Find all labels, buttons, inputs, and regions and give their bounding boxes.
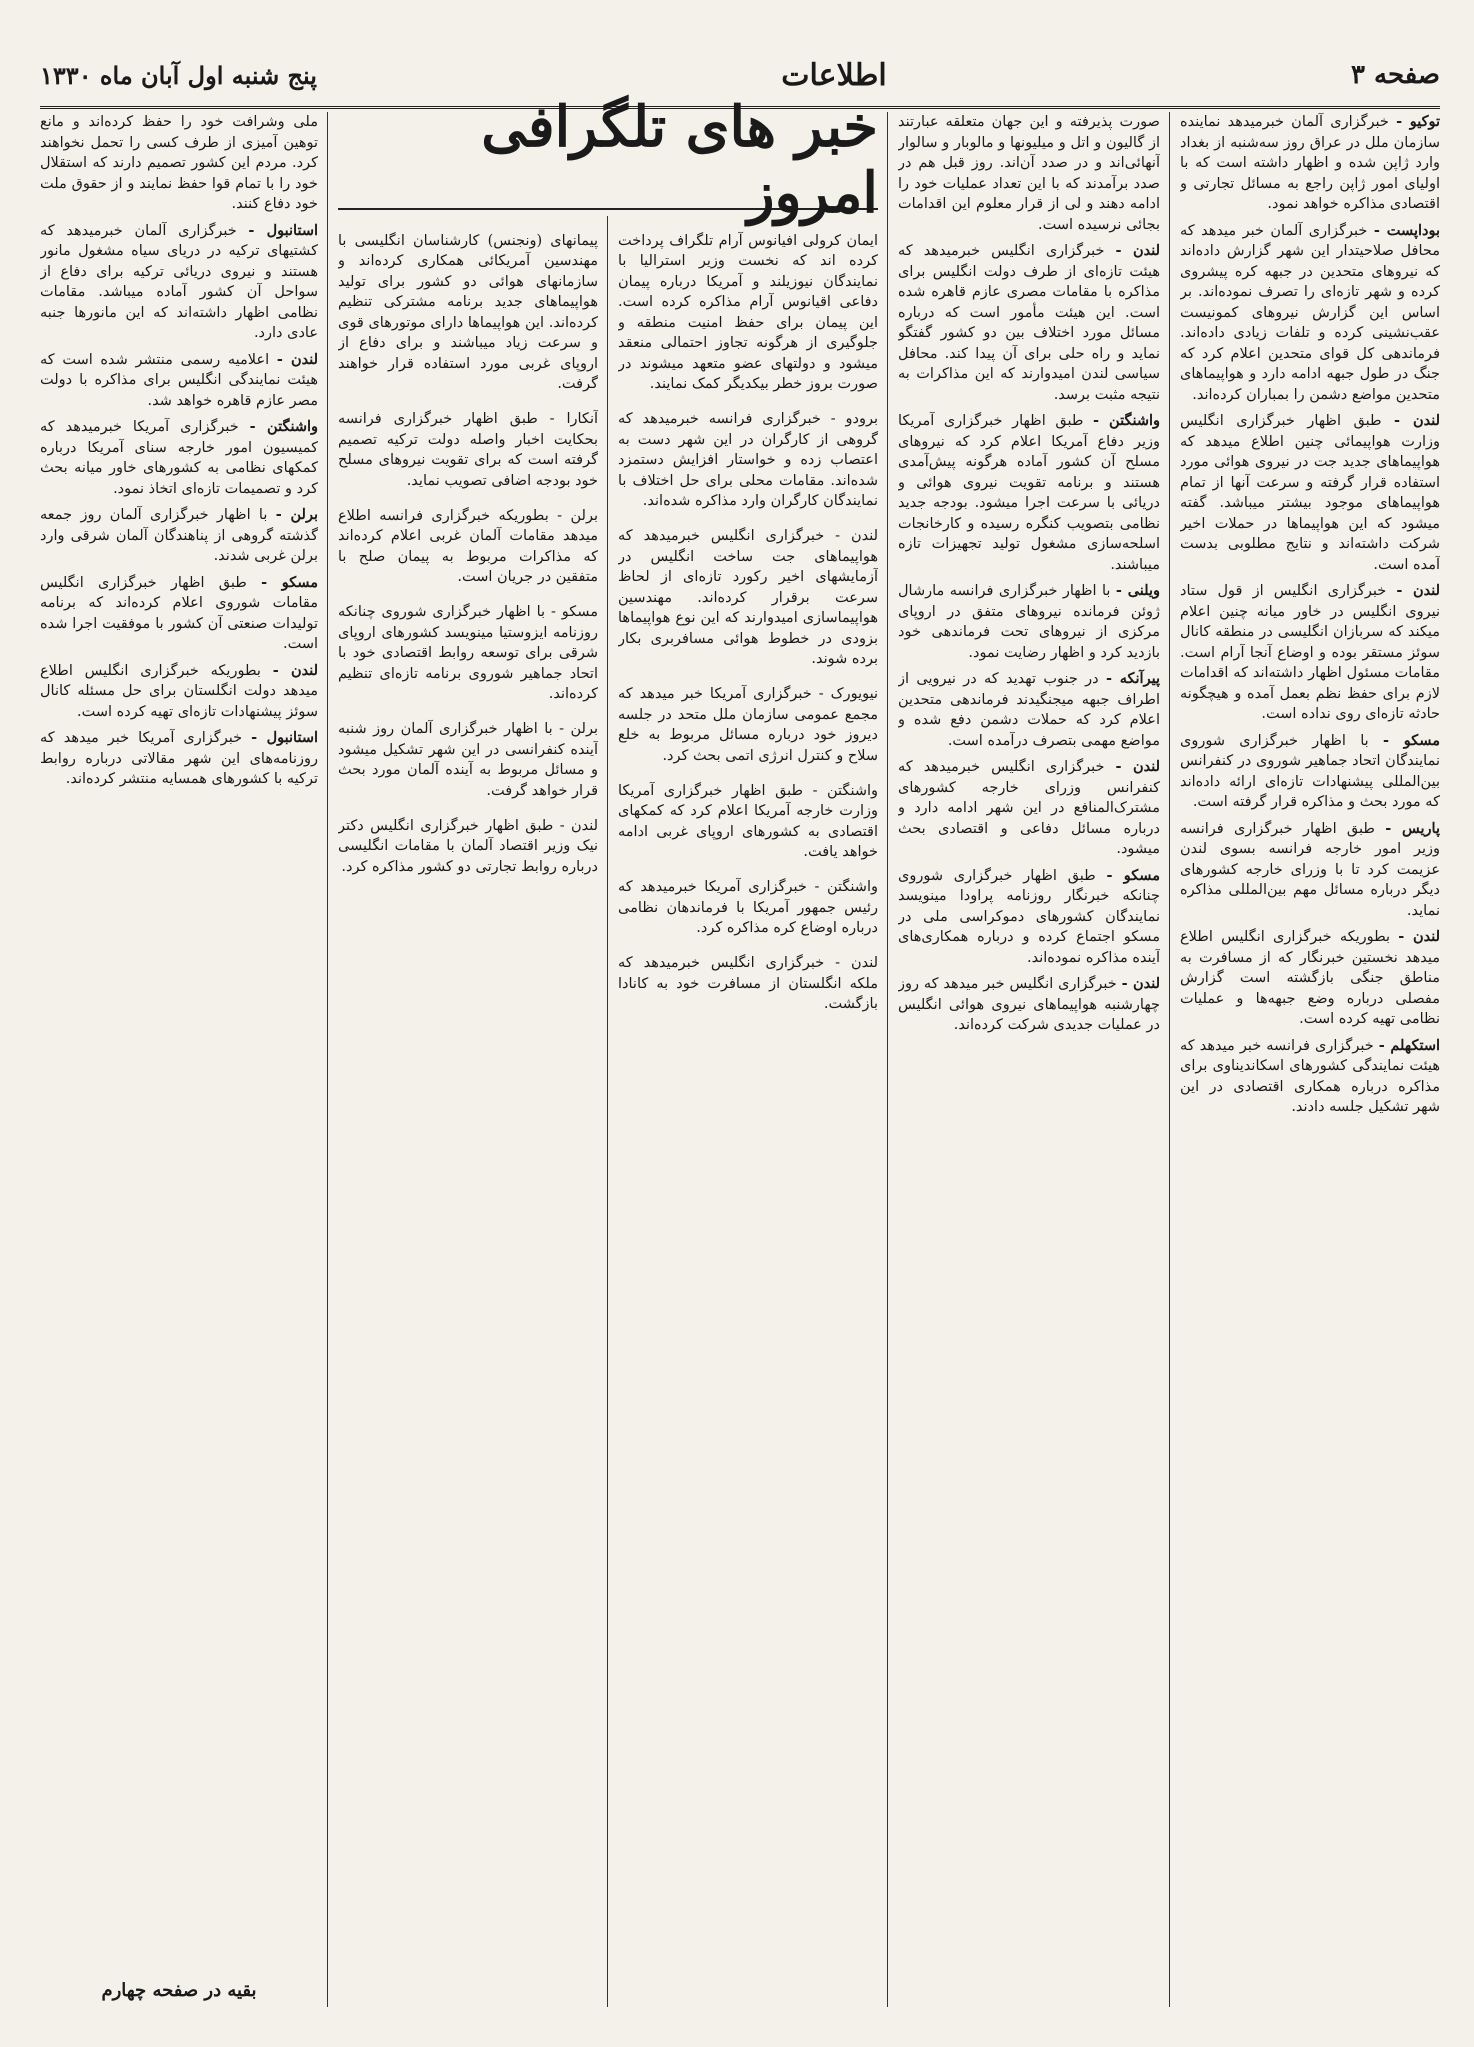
news-item xyxy=(1180,731,1440,813)
news-text: با اظهار خبرگزاری آلمان روز شنبه آینده کنفرانسی در این شهر تشکیل میشود و مسائل مربوط به آینده آلمان مورد بحث قرار خواهد گرفت. xyxy=(338,721,598,799)
continued-note: بقیه در صفحه چهارم xyxy=(101,1980,257,2001)
news-text: خبرگزاری آلمان خبر میدهد که محافل صلاحیتدار این شهر گزارش داده‌اند که نیروهای متحدین در جبهه کره پیشروی کرده و شهر تازه‌ای را تصرف نموده‌اند. بر اساس این گزارش نیروهای کمونیست عقب‌نشینی کرده و تلفات زیادی داده‌اند. فرماندهی کل قوای متحدین اعلام کرد که جنگ در طول جبهه ادامه دارد و هواپیماهای متحدین مواضع دشمن را بمباران کرده‌اند. xyxy=(1180,222,1440,403)
news-item xyxy=(338,719,598,801)
column-rule xyxy=(887,112,888,2007)
news-text: صورت پذیرفته و این جهان متعلقه عبارتند از گالیون و اتل و میلیونها و مالوبار و سالوار آنهائی‌اند و در صدد آن‌اند. روز قبل هم در صدد برآمدند که با این تعداد عملیات خود را ادامه دهند و لی از قرار معلوم این اقدامات بجائی نرسیده است. xyxy=(898,114,1160,233)
news-text: طبق اظهار خبرگزاری انگلیس دکتر نیک وزیر اقتصاد آلمان با مقامات انگلیسی درباره روابط تجارتی دو کشور مذاکره کرد. xyxy=(338,817,598,875)
news-item xyxy=(338,506,598,588)
news-text: بطوریکه خبرگزاری انگلیس اطلاع میدهد دولت انگلستان برای حل مسئله کانال سوئز پیشنهادات تازه‌ای تهیه کرده است. xyxy=(40,662,318,720)
news-item xyxy=(40,221,318,344)
news-item xyxy=(40,728,318,790)
column-3 xyxy=(618,216,878,2007)
news-dateline: برلن - xyxy=(559,721,598,737)
news-item xyxy=(40,350,318,412)
news-dateline: واشنگتن - xyxy=(1092,412,1160,429)
news-item xyxy=(1180,927,1440,1030)
news-item xyxy=(338,231,598,395)
news-text: خبرگزاری آمریکا خبر میدهد که مجمع عمومی سازمان ملل متحد در جلسه دیروز خود درباره مسائل مربوط به خلع سلاح و کنترل انرژی اتمی بحث کرد. xyxy=(618,686,878,764)
news-text: ملی وشرافت خود را حفظ کرده‌اند و مانع توهین آمیزی از طرف کسی را تحمل نخواهند کرد. مردم این کشور تصمیم دارند که استقلال خود را با تمام قوا حفظ نمایند و از حقوق ملت خود دفاع کنند. xyxy=(40,114,318,212)
news-item xyxy=(338,816,598,878)
news-dateline: توکیو - xyxy=(1396,113,1440,130)
news-item xyxy=(40,573,318,655)
news-text: بطوریکه خبرگزاری فرانسه اطلاع میدهد مقامات آلمان غربی اعلام کرده‌اند که مذاکرات مربوط به پیمان صلح با متفقین در جریان است. xyxy=(338,507,598,585)
news-text: خبرگزاری فرانسه خبر میدهد که هیئت نمایندگی کشورهای اسکاندیناوی برای مذاکره درباره همکاری اقتصادی در این شهر تشکیل جلسه دادند. xyxy=(1180,1037,1440,1115)
news-dateline: برلن - xyxy=(275,506,318,523)
column-4 xyxy=(338,216,598,2007)
news-dateline: واشنگتن - xyxy=(814,879,878,895)
column-2 xyxy=(898,112,1160,2007)
news-item xyxy=(1180,411,1440,575)
news-dateline: لندن - xyxy=(835,955,878,971)
news-item xyxy=(898,241,1160,405)
news-item xyxy=(1180,1036,1440,1118)
news-dateline: لندن - xyxy=(835,528,878,544)
news-dateline: برلن - xyxy=(557,507,598,524)
news-dateline: لندن - xyxy=(276,350,318,368)
news-text: طبق اظهار خبرگزاری فرانسه وزیر امور خارجه فرانسه بسوی لندن عزیمت کرد تا با وزرای خارجه کشورهای دیگر درباره مسائل مهم بین‌المللی مذاکره نماید. xyxy=(1180,820,1440,919)
news-item xyxy=(40,417,318,499)
news-dateline: بوداپست - xyxy=(1373,221,1440,239)
news-dateline: لندن - xyxy=(1121,975,1160,992)
news-item xyxy=(898,866,1160,969)
news-text: با اظهار خبرگزاری شوروی نمایندگان اتحاد جماهیر شوروی در کنفرانس بین‌المللی پیشنهادات تازه‌ای ارائه داده‌اند که مورد بحث و مذاکره قرار گرفته است. xyxy=(1180,732,1440,810)
news-item xyxy=(40,505,318,567)
news-dateline: نیویورک - xyxy=(818,686,878,702)
news-dateline: لندن - xyxy=(1398,928,1440,945)
news-text: خبرگزاری فرانسه خبرمیدهد که گروهی از کارگران در این شهر دست به اعتصاب زده و خواستار افزایش دستمزد شده‌اند. مقامات محلی برای حل اختلاف با نمایندگان کارگران وارد مذاکره شده‌اند. xyxy=(618,411,878,509)
newspaper-name: اطلاعات xyxy=(781,57,887,93)
news-dateline: واشنگتن - xyxy=(812,782,878,799)
news-text: خبرگزاری آمریکا خبرمیدهد که رئیس جمهور آمریکا با فرماندهان نظامی درباره اوضاع کره مذاکره کرد. xyxy=(618,879,878,936)
columns-area xyxy=(40,94,1440,2007)
news-text: در جنوب تهدید که در نیرویی از اطراف جبهه میجنگیدند فرماندهی متحدین اعلام کرد که حملات دشمن دفع شده و مواضع مهمی بتصرف درآمده است. xyxy=(898,671,1160,749)
column-1 xyxy=(1180,112,1440,2007)
news-item xyxy=(338,602,598,705)
news-item xyxy=(898,669,1160,751)
news-item xyxy=(898,974,1160,1036)
news-dateline: استانبول - xyxy=(248,221,318,239)
news-text: خبرگزاری انگلیس خبرمیدهد که کنفرانس وزرای خارجه کشورهای مشترک‌المنافع در این شهر ادامه دارد و درباره مسائل دفاعی و اقتصادی بحث میشود. xyxy=(898,759,1160,857)
news-text: ایمان کرولی افیانوس آرام تلگراف پرداخت کرده اند که نخست وزیر استرالیا با نمایندگان نیوزیلند و آمریکا درباره پیمان دفاعی اقیانوس آرام مذاکره کرده است. این پیمان برای حفظ امنیت منطقه و جلوگیری از هرگونه تجاوز احتمالی منعقد میشود و دولتهای عضو متعهد میشوند در صورت بروز خطر بیکدیگر کمک نمایند. xyxy=(618,232,878,392)
news-dateline: لندن - xyxy=(272,661,318,679)
issue-date: پنج شنبه اول آبان ماه ۱۳۳۰ xyxy=(40,60,317,90)
news-item xyxy=(618,953,878,1015)
news-text: خبرگزاری آلمان خبرمیدهد که کشتیهای ترکیه در دریای سیاه مشغول مانور هستند و نیروی دریائی ترکیه برای دفاع از سواحل آن کشور آماده میباشد. مقامات نظامی اظهار داشته‌اند که این مانورها جنبه عادی دارد. xyxy=(40,222,318,341)
column-rule xyxy=(607,216,608,2007)
news-dateline: مسکو - xyxy=(261,573,318,591)
news-text: طبق اظهار خبرگزاری انگلیس وزارت هواپیمائی چنین اطلاع میدهد که هواپیماهای جدید جت در نیروی هوائی مورد استفاده قرار گرفته و سرعت آنها از تمام هواپیماهای موجود بیشتر میباشد. گفته میشود که این هواپیماها در حملات اخیر شرکت داشته‌اند و نتایج مطلوبی بدست آمده است. xyxy=(1180,413,1440,573)
news-dateline: واشنگتن - xyxy=(249,418,318,435)
news-dateline: استانبول - xyxy=(251,729,318,746)
news-item xyxy=(1180,112,1440,215)
news-item xyxy=(1180,221,1440,406)
news-text: با اظهار خبرگزاری شوروی چنانکه روزنامه ایزوستیا مینویسد کشورهای اروپای شرقی برای توسعه روابط اقتصادی خود با اتحاد جماهیر شوروی برنامه تازه‌ای تنظیم کرده‌اند. xyxy=(338,604,598,702)
news-dateline: مسکو - xyxy=(1383,731,1440,749)
news-item xyxy=(40,661,318,723)
news-dateline: آنکارا - xyxy=(549,411,598,427)
news-dateline: مسکو - xyxy=(550,604,598,620)
news-text: خبرگزاری انگلیس از قول ستاد نیروی انگلیس در خاور میانه چنین اعلام میکند که سربازان انگلیسی در منطقه کانال سوئز مستقر بوده و اوضاع آنجا آرام است. مقامات مسئول اظهار داشته‌اند که اقدامات لازم برای حفظ نظم بعمل آمده و هیچگونه حادثه تازه‌ای روی نداده است. xyxy=(1180,583,1440,722)
news-item xyxy=(618,781,878,863)
news-text: طبق اظهار خبرگزاری فرانسه بحکایت اخبار واصله دولت ترکیه تصمیم گرفته است که برای تقویت نیروهای مسلح خود بودجه اضافی تصویب نماید. xyxy=(338,411,598,489)
news-text: خبرگزاری انگلیس خبرمیدهد که هیئت تازه‌ای از طرف دولت انگلیس برای مذاکره با مقامات مصری عازم قاهره شده است. این هیئت مأمور است که درباره مسائل مورد اختلاف بین دو کشور گفتگو نماید و راه حلی برای آن پیدا کند. محافل سیاسی لندن امیدوارند که این مذاکرات به نتیجه مثبت برسد. xyxy=(898,243,1160,403)
news-text: خبرگزاری انگلیس خبرمیدهد که هواپیماهای جت ساخت انگلیس در آزمایشهای اخیر رکورد تازه‌ای از لحاظ سرعت برقرار کرده‌اند. مهندسین هواپیماسازی امیدوارند که این نوع هواپیماها بزودی در خطوط هوائی مسافربری بکار برده شوند. xyxy=(618,528,878,667)
news-dateline: لندن - xyxy=(559,817,598,834)
news-dateline: لندن - xyxy=(1396,582,1440,599)
news-dateline: لندن - xyxy=(1115,242,1160,259)
news-item xyxy=(898,757,1160,860)
news-text: با اظهار خبرگزاری آلمان روز جمعه گذشته گروهی از پناهندگان آلمان شرقی وارد برلن غربی شدند. xyxy=(40,507,318,564)
news-text: طبق اظهار خبرگزاری آمریکا وزارت خارجه آمریکا اعلام کرد که کمکهای اقتصادی به کشورهای اروپای غربی ادامه خواهد یافت. xyxy=(618,782,878,860)
news-item xyxy=(898,581,1160,663)
news-item xyxy=(1180,581,1440,725)
news-dateline: لندن - xyxy=(1394,412,1440,429)
headline-banner: خبر های تلگرافی امروز xyxy=(338,112,878,210)
news-dateline: برودو - xyxy=(830,411,878,427)
news-text: بطوریکه خبرگزاری انگلیس اطلاع میدهد نخستین خبرنگار که از مسافرت به مناطق جنگی بازگشته است گزارش مفصلی درباره وضع جبهه‌ها و عملیات نظامی تهیه کرده است. xyxy=(1180,929,1440,1027)
news-item xyxy=(618,231,878,395)
news-text: با اظهار خبرگزاری فرانسه مارشال ژوئن فرمانده نیروهای متفق در اروپای مرکزی از نیروهای تحت فرماندهی خود بازدید کرد و اظهار رضایت نمود. xyxy=(898,583,1160,661)
news-dateline: لندن - xyxy=(1115,758,1160,775)
news-text: طبق اظهار خبرگزاری آمریکا وزیر دفاع آمریکا اعلام کرد که نیروهای مسلح آن کشور آماده هرگونه پیش‌آمدی هستند و برنامه تقویت نیروی هوائی و دریائی با سرعت اجرا میشود. بودجه جدید نظامی بتصویب کنگره رسیده و کارخانجات اسلحه‌سازی مشغول تولید تجهیزات تازه میباشند. xyxy=(898,413,1160,573)
news-item xyxy=(618,526,878,670)
news-text: خبرگزاری آمریکا خبر میدهد که روزنامه‌های این شهر مقالاتی درباره روابط ترکیه با کشورهای همسایه منتشر کرده‌اند. xyxy=(40,730,318,787)
news-text: خبرگزاری انگلیس خبر میدهد که روز چهارشنبه هواپیماهای نیروی هوائی انگلیس در عملیات جدیدی شرکت کرده‌اند. xyxy=(898,976,1160,1033)
column-5 xyxy=(40,112,318,1973)
news-dateline: استکهلم - xyxy=(1378,1036,1440,1054)
news-item xyxy=(898,411,1160,575)
news-item xyxy=(1180,819,1440,922)
news-text: اعلامیه رسمی منتشر شده است که هیئت نمایندگی انگلیس برای مذاکره با دولت مصر عازم قاهره خواهد شد. xyxy=(40,351,318,409)
news-item xyxy=(338,409,598,491)
news-item xyxy=(618,877,878,939)
news-item xyxy=(618,409,878,512)
news-dateline: پیرآنکه - xyxy=(1105,670,1160,687)
news-text: پیمانهای (ونجنس) کارشناسان انگلیسی با مهندسین آمریکائی همکاری کرده‌اند و سازمانهای هوائی دو کشور برای تولید هواپیماهای جدید برنامه مشترکی تنظیم کرده‌اند. این هواپیماها دارای موتورهای قوی و سرعت زیاد میباشند و برای دفاع از اروپای غربی مورد استفاده قرار خواهند گرفت. xyxy=(338,232,598,392)
news-text: طبق اظهار خبرگزاری شوروی چنانکه خبرنگار روزنامه پراودا مینویسد نمایندگان کشورهای دموکراسی ملی در مسکو اجتماع کرده و درباره همکاری‌های آینده مذاکره نموده‌اند. xyxy=(898,867,1160,966)
page-number: صفحه ۳ xyxy=(1351,60,1440,90)
news-item xyxy=(40,112,318,215)
news-text: خبرگزاری انگلیس خبرمیدهد که ملکه انگلستان از مسافرت خود به کانادا بازگشت. xyxy=(618,955,878,1012)
news-item xyxy=(618,684,878,766)
news-text: طبق اظهار خبرگزاری انگلیس مقامات شوروی اعلام کرده‌اند که برنامه تولیدات صنعتی آن کشور با موفقیت اجرا شده است. xyxy=(40,574,318,652)
column-rule xyxy=(327,112,328,2007)
news-text: خبرگزاری آمریکا خبرمیدهد که کمیسیون امور خارجه سنای آمریکا درباره کمکهای نظامی به کشورهای خاور میانه بحث کرد و تصمیمات تازه‌ای اتخاذ نمود. xyxy=(40,419,318,497)
news-dateline: پاریس - xyxy=(1385,819,1440,837)
column-rule xyxy=(1169,112,1170,2007)
news-dateline: ویلنی - xyxy=(1115,582,1160,599)
news-item xyxy=(898,112,1160,235)
news-dateline: مسکو - xyxy=(1106,866,1160,884)
news-text: خبرگزاری آلمان خبرمیدهد نماینده سازمان ملل در عراق روز سه‌شنبه از بغداد وارد ژاپن شده و اظهار داشته است که با اولیای امور ژاپن راجع به مسائل تجارتی و اقتصادی مذاکره خواهد نمود. xyxy=(1180,114,1440,212)
